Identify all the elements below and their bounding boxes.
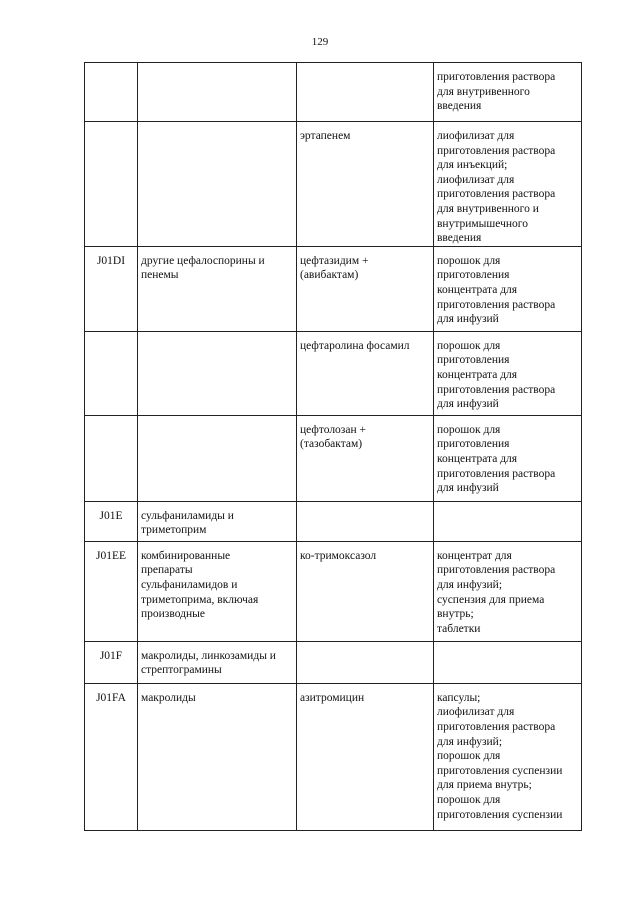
drug-name-cell [297,501,434,541]
table-row [85,683,582,830]
cell-text-line: J01EE [95,549,127,562]
atc-code-cell [85,501,138,541]
group-name-cell [138,246,297,331]
atc-code-cell [85,683,138,830]
dosage-form-cell [434,641,582,683]
cell-text-line: для внутривенного [437,85,530,98]
group-name-cell [138,683,297,830]
cell-text-line: ко-тримоксазол [300,549,377,562]
atc-code-cell [85,122,138,247]
cell-text-line: приготовления [437,269,510,282]
cell-text-line: цефтазидим + [300,254,369,267]
dosage-form-cell [434,331,582,415]
drug-name-cell [297,122,434,247]
cell-text-line: приготовления раствора [437,71,556,83]
drug-name-cell [297,63,434,122]
cell-text-line: лиофилизат для [437,706,515,719]
cell-text-line: для инфузий; [437,735,503,748]
cell-text-line: порошок для [437,339,501,352]
cell-text-line: стрептограмины [141,664,222,677]
cell-text-line: приготовления раствора [437,188,556,201]
cell-text-line: приготовления суспензии [437,764,563,777]
table-row [85,415,582,501]
table-row [85,122,582,247]
cell-text-line: приготовления [437,438,510,451]
atc-code-cell [85,641,138,683]
table-row [85,63,582,122]
page-number: 129 [311,36,329,48]
cell-text-line: J01DI [96,254,126,267]
cell-text-line: приготовления раствора [437,564,556,577]
cell-text-line: другие цефалоспорины и [141,254,265,267]
drug-name-cell [297,541,434,641]
cell-text-line: концентрата для [437,452,518,465]
cell-text-line: внутрь; [437,608,474,621]
table-row [85,501,582,541]
dosage-form-cell [434,541,582,641]
drug-table [84,62,582,831]
cell-text-line: для приема внутрь; [437,779,532,792]
cell-text-line: препараты [141,564,193,577]
dosage-form-cell [434,683,582,830]
cell-text-line: приготовления [437,354,510,367]
cell-text-line: лиофилизат для [437,130,515,142]
drug-name-cell [297,246,434,331]
cell-text-line: приготовления раствора [437,144,556,157]
cell-text-line: для внутривенного и [437,202,539,215]
cell-text-line: J01F [99,649,123,662]
cell-text-line: капсулы; [437,691,481,704]
cell-text-line: приготовления раствора [437,720,556,733]
cell-text-line: приготовления раствора [437,298,556,311]
cell-text-line: макролиды, линкозамиды и [141,649,276,662]
group-name-cell [138,122,297,247]
group-name-cell [138,415,297,501]
cell-text-line: порошок для [437,254,501,267]
cell-text-line: приготовления раствора [437,383,556,396]
cell-text-line: цефтолозан + [300,423,366,436]
atc-code-cell [85,246,138,331]
group-name-cell [138,641,297,683]
cell-text-line: для инфузий [437,398,499,411]
cell-text-line: триметоприм [141,524,207,537]
group-name-cell [138,541,297,641]
cell-text-line: азитромицин [300,691,365,704]
cell-text-line: макролиды [141,691,196,704]
group-name-cell [138,331,297,415]
dosage-form-cell [434,246,582,331]
cell-text-line: сульфаниламиды и [141,509,234,522]
table-row [85,541,582,641]
cell-text-line: J01E [99,509,123,522]
atc-code-cell [85,415,138,501]
dosage-form-cell [434,415,582,501]
group-name-cell [138,63,297,122]
dosage-form-cell [434,122,582,247]
cell-text-line: порошок для [437,793,501,806]
cell-text-line: для инфузий [437,482,499,495]
cell-text-line: для инфузий [437,313,499,326]
group-name-cell [138,501,297,541]
cell-text-line: (авибактам) [300,269,359,282]
cell-text-line: J01FA [96,691,126,704]
cell-text-line: концентрата для [437,283,518,296]
cell-text-line: концентрат для [437,549,512,562]
cell-text-line: лиофилизат для [437,173,515,186]
cell-text-line: суспензия для приема [437,593,545,606]
cell-text-line: комбинированные [141,549,231,562]
dosage-form-cell [434,63,582,122]
drug-name-cell [297,683,434,830]
cell-text-line: концентрата для [437,368,518,381]
cell-text-line: внутримышечного [437,217,528,230]
cell-text-line: триметоприма, включая [141,593,259,606]
table-row [85,641,582,683]
cell-text-line: пенемы [141,269,179,282]
cell-text-line: приготовления раствора [437,467,556,480]
cell-text-line: введения [437,232,482,245]
cell-text-line: введения [437,100,482,113]
cell-text-line: (тазобактам) [300,438,363,451]
cell-text-line: цефтаролина фосамил [300,339,410,352]
cell-text-line: для инъекций; [437,159,508,172]
cell-text-line: сульфаниламидов и [141,578,238,591]
cell-text-line: порошок для [437,423,501,436]
cell-text-line: эртапенем [300,130,351,142]
table-row [85,246,582,331]
drug-name-cell [297,641,434,683]
cell-text-line: приготовления суспензии [437,808,563,821]
cell-text-line: для инфузий; [437,578,503,591]
drug-name-cell [297,415,434,501]
drug-name-cell [297,331,434,415]
atc-code-cell [85,541,138,641]
cell-text-line: таблетки [437,622,481,635]
dosage-form-cell [434,501,582,541]
cell-text-line: производные [141,608,205,621]
table-row [85,331,582,415]
cell-text-line: порошок для [437,750,501,763]
atc-code-cell [85,331,138,415]
atc-code-cell [85,63,138,122]
